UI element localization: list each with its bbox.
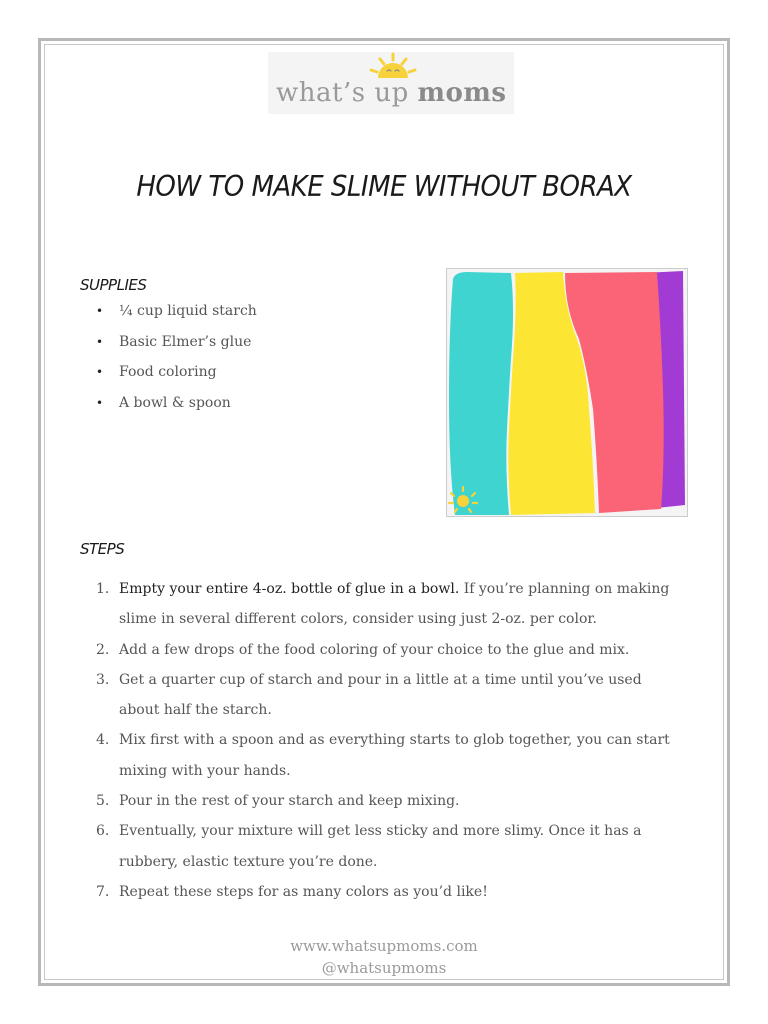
supply-item: [96, 390, 257, 421]
step-text: Repeat these steps for as many colors as you’d like!: [119, 883, 488, 900]
supply-item: [96, 359, 257, 390]
step-number: 3.: [96, 671, 110, 688]
supply-item-label: Food coloring: [119, 364, 217, 380]
supply-item-label: Basic Elmer’s glue: [119, 333, 252, 350]
step-item: [96, 665, 676, 726]
whats-up-moms-logo: [268, 52, 514, 114]
step-item: [96, 816, 676, 877]
logo-text: [276, 78, 507, 108]
step-number: 4.: [96, 732, 110, 749]
step-text: Eventually, your mixture will get less sticky and more slimy. Once it has a rubbery, elastic texture you’re done.: [119, 823, 642, 870]
supply-item-label: A bowl & spoon: [119, 394, 231, 411]
bullet-icon: •: [96, 365, 104, 379]
step-item: [96, 635, 676, 665]
bullet-icon: •: [96, 304, 104, 318]
step-text: If you’re planning on making slime in several different colors, consider using just 2-oz. per color.: [119, 581, 670, 628]
footer-handle[interactable]: @whatsupmoms: [321, 959, 447, 977]
footer-website[interactable]: www.whatsupmoms.com: [290, 937, 478, 955]
bullet-icon: •: [96, 395, 104, 410]
step-item: [96, 786, 676, 816]
supplies-heading: SUPPLIES: [80, 276, 147, 294]
bullet-icon: •: [96, 334, 104, 349]
step-item: [96, 877, 676, 907]
supply-item-label: ¼ cup liquid starch: [119, 303, 257, 319]
slime-photo-image: [447, 269, 687, 516]
step-number: 6.: [96, 823, 110, 840]
step-lead: Empty your entire 4-oz. bottle of glue in a bowl.: [119, 581, 460, 597]
page-title: HOW TO MAKE SLIME WITHOUT BORAX: [136, 170, 632, 204]
supplies-list: [96, 298, 257, 420]
step-item: [96, 574, 676, 635]
step-text: Pour in the rest of your starch and keep mixing.: [119, 793, 460, 810]
slime-photo: [446, 268, 688, 517]
steps-list: [96, 574, 676, 907]
logo-text-bold: moms: [417, 78, 507, 108]
logo-text-light: what’s up: [276, 78, 418, 108]
supply-item: [96, 329, 257, 360]
step-number: 7.: [96, 883, 110, 900]
step-text: Add a few drops of the food coloring of your choice to the glue and mix.: [119, 641, 630, 658]
sun-icon: [368, 52, 418, 80]
step-number: 5.: [96, 793, 110, 810]
step-text: Get a quarter cup of starch and pour in a little at a time until you’ve used about half the starch.: [119, 671, 642, 719]
step-text: Mix first with a spoon and as everything starts to glob together, you can start mixing with your hands.: [119, 732, 670, 779]
step-number: 1.: [96, 581, 110, 597]
steps-heading: STEPS: [80, 540, 125, 558]
step-number: 2.: [96, 641, 110, 658]
supply-item: [96, 298, 257, 329]
step-item: [96, 725, 676, 786]
